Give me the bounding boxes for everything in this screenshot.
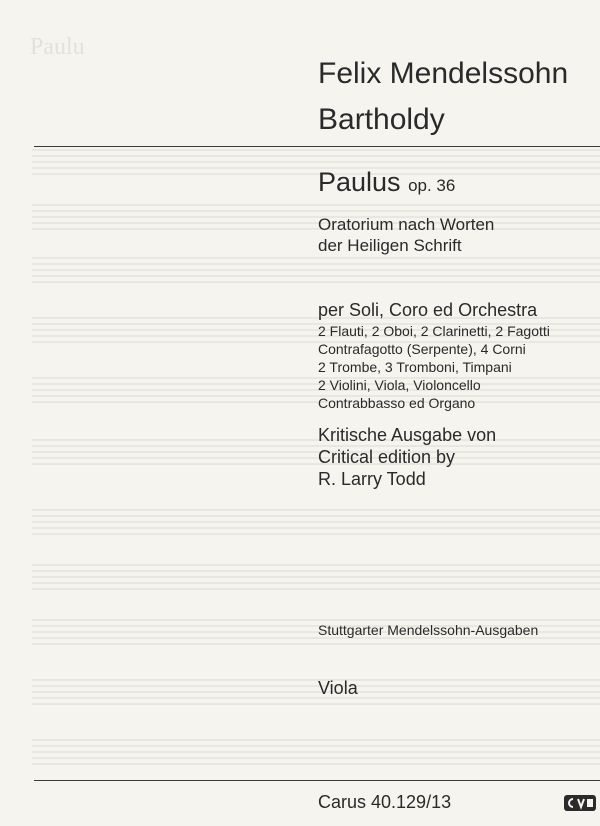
part-name: Viola	[318, 678, 358, 698]
subtitle-line1: Oratorium nach Worten	[318, 215, 495, 234]
instrument-line: Contrabbasso ed Organo	[318, 395, 476, 411]
work-title	[318, 166, 455, 202]
composer-name-line2: Bartholdy	[318, 103, 445, 136]
editor-name: R. Larry Todd	[318, 469, 426, 489]
catalog-number: Carus 40.129/13	[318, 792, 452, 812]
top-rule	[34, 146, 600, 147]
instrument-line: 2 Violini, Viola, Violoncello	[318, 377, 481, 393]
work-title-text: Paulus	[318, 167, 401, 197]
composer-name-line1: Felix Mendelssohn	[318, 57, 569, 90]
instrument-line: 2 Flauti, 2 Oboi, 2 Clarinetti, 2 Fagotti	[318, 323, 550, 339]
opus-number: op. 36	[408, 176, 456, 195]
carus-logo	[563, 792, 597, 814]
series-title: Stuttgarter Mendelssohn-Ausgaben	[318, 622, 539, 638]
scoring-heading: per Soli, Coro ed Orchestra	[318, 300, 538, 320]
instrument-line: Contrafagotto (Serpente), 4 Corni	[318, 341, 526, 357]
show-through-title: Paulu	[30, 34, 85, 60]
edition-line1: Kritische Ausgabe von	[318, 425, 497, 445]
instrument-line: 2 Trombe, 3 Tromboni, Timpani	[318, 359, 512, 375]
edition-line2: Critical edition by	[318, 447, 456, 467]
subtitle-line2: der Heiligen Schrift	[318, 236, 462, 255]
bottom-rule	[34, 780, 600, 781]
